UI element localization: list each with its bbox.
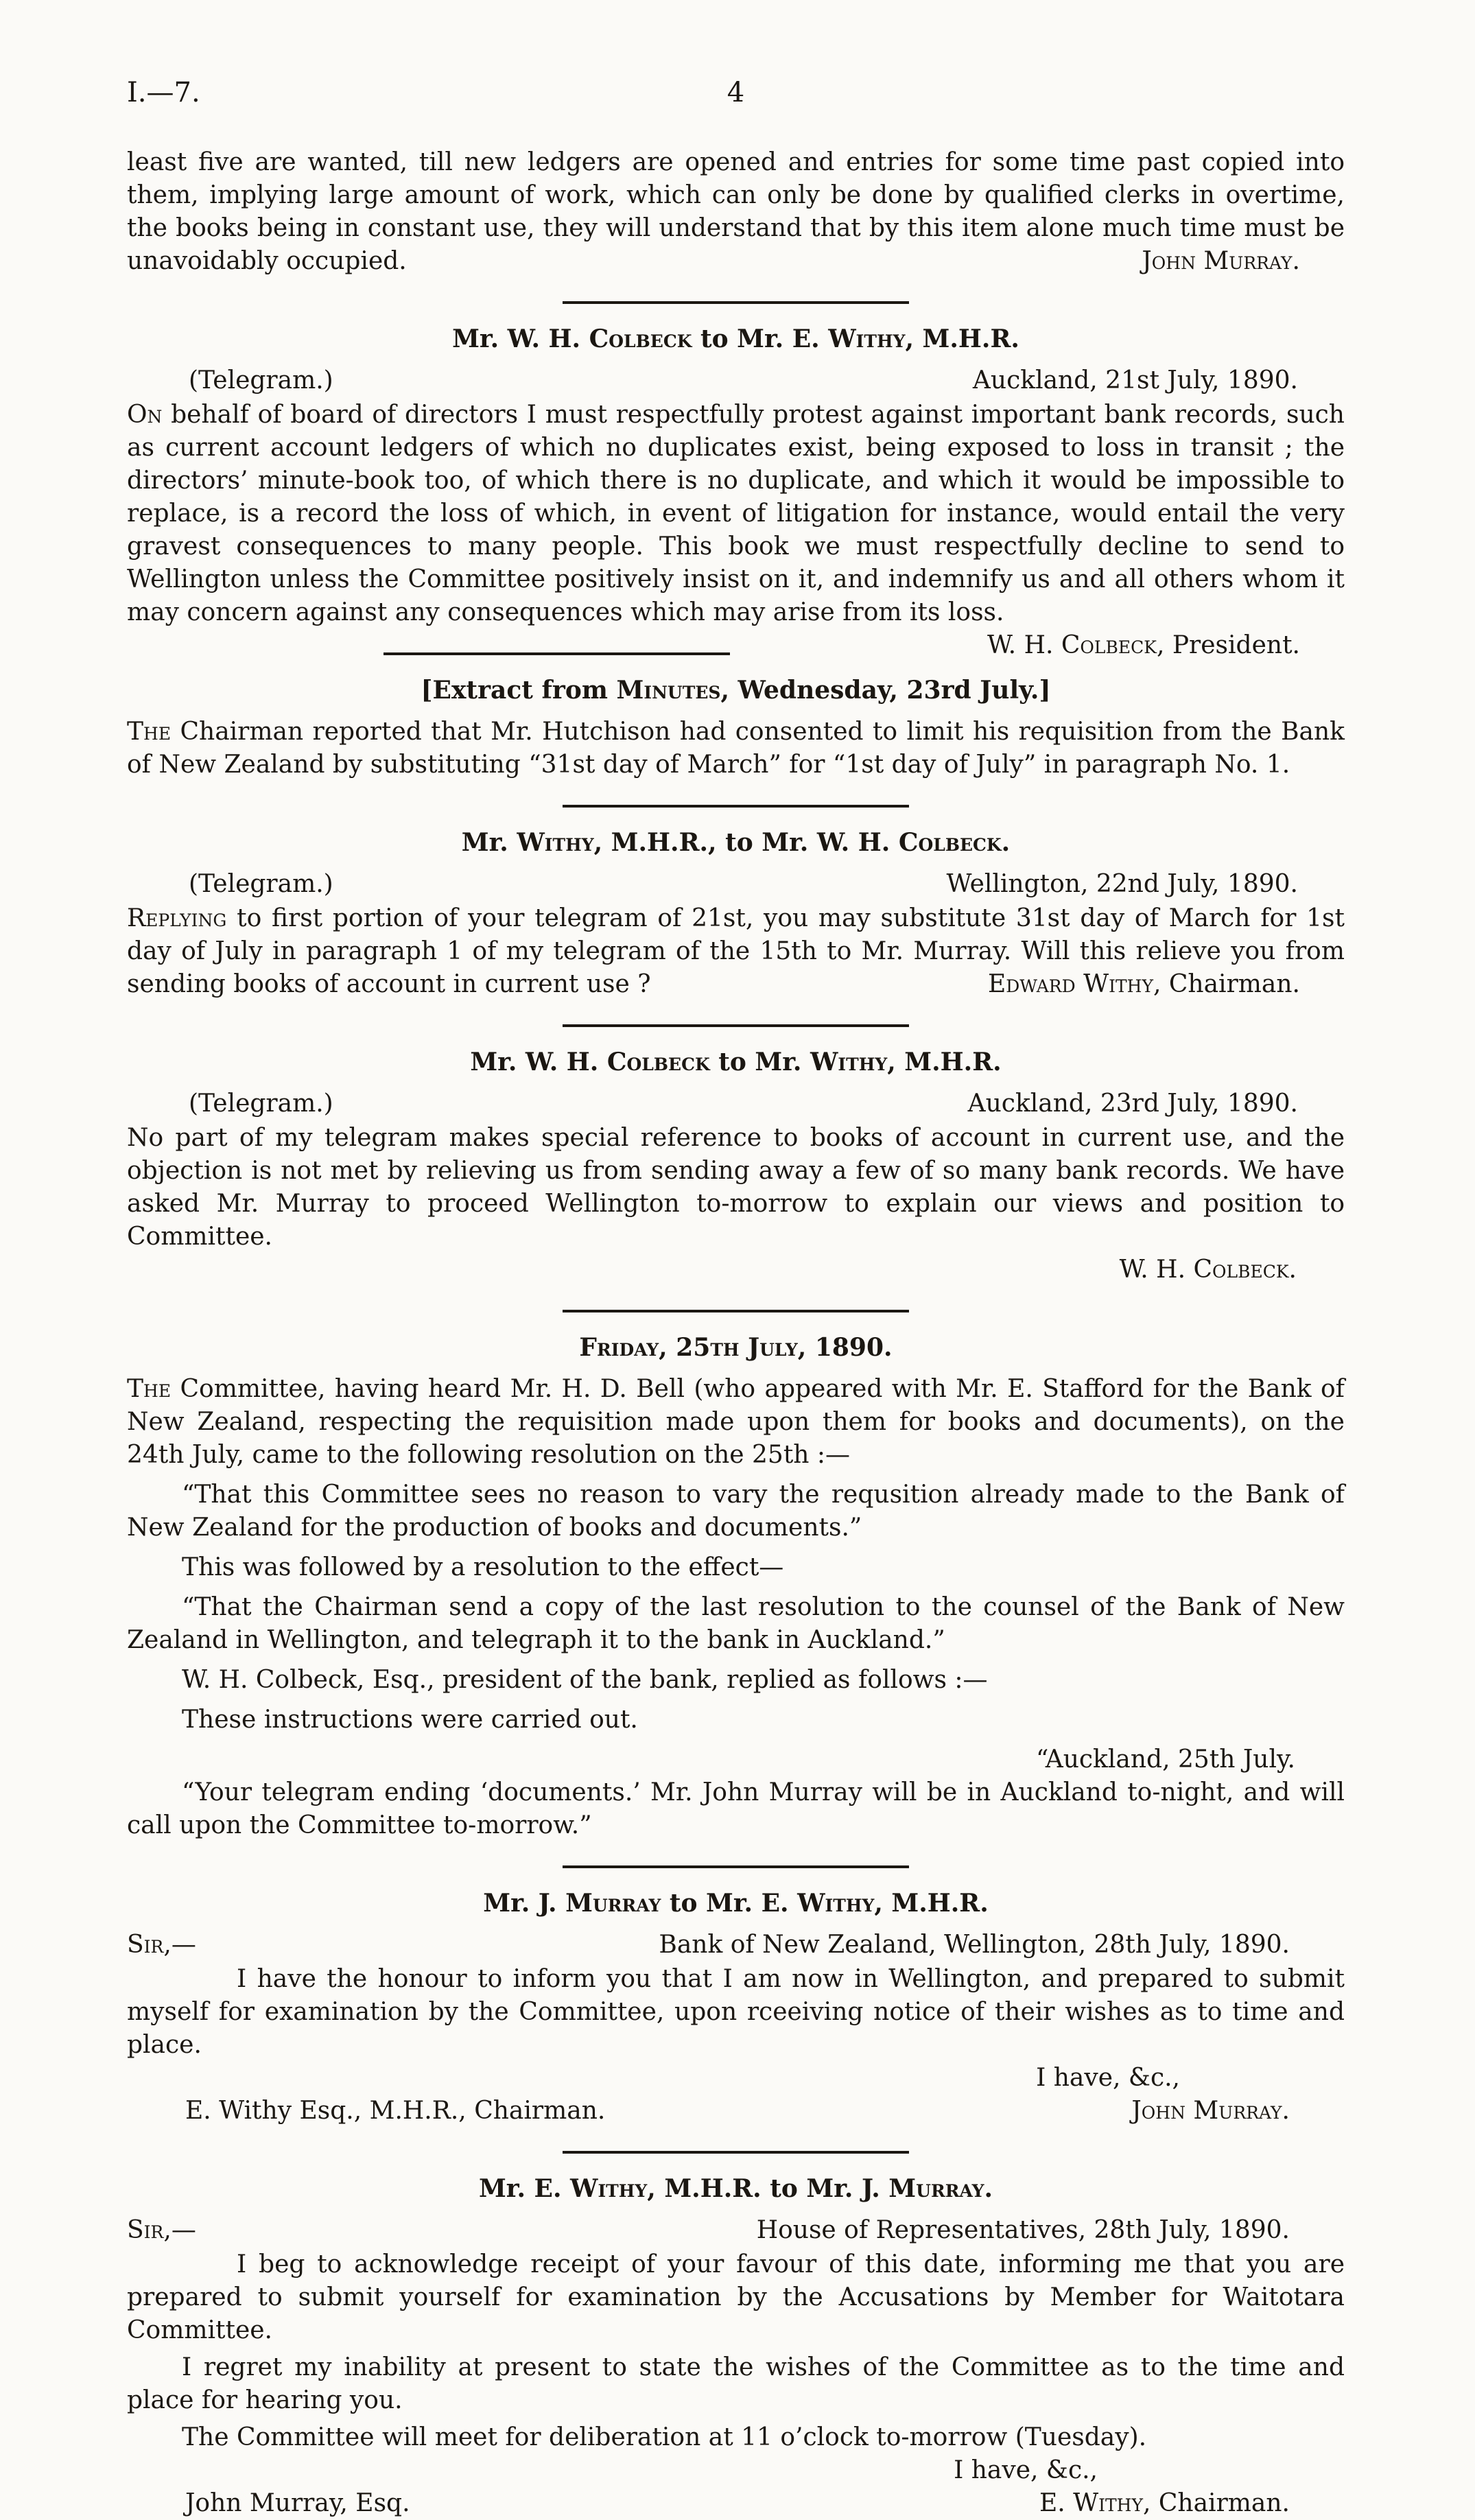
section-divider [563, 301, 909, 304]
letter-body-murray-28jul: I have the honour to inform you that I am now in Wellington, and prepared to submit myself for examination by the Committee, upon rceeiving notice of their wishes as to time and place. [127, 1965, 1345, 2059]
section-divider [384, 652, 730, 655]
session-paragraph: This was followed by a resolution to the effect— [182, 1553, 784, 1581]
reply-dateline: “Auckland, 25th July. [1035, 1745, 1295, 1774]
salutation: Sir,— [127, 1931, 196, 1959]
letter-dateline: Bank of New Zealand, Wellington, 28th July, 1890. [659, 1931, 1290, 1959]
session-paragraph: The Committee, having heard Mr. H. D. Bell (who appeared with Mr. E. Stafford for the Bank of New Zealand, respecting the requisition made upon them for books and documents), on the 24th July, came to the following resolution on the 25th :— [127, 1375, 1345, 1469]
section-divider [563, 1310, 909, 1312]
section-divider [563, 1865, 909, 1868]
session-paragraph: W. H. Colbeck, Esq., president of the bank, replied as follows :— [182, 1666, 988, 1694]
telegram-row [127, 868, 1345, 901]
letter-body-withy-28jul: The Committee will meet for deliberation at 11 o’clock to-morrow (Tuesday). [182, 2423, 1147, 2451]
letter-body-colbeck-21jul [127, 399, 1345, 659]
intro-paragraph [127, 146, 1345, 278]
addressee-row [127, 2487, 1345, 2520]
letter-heading-withy-28jul: Mr. E. Withy, M.H.R. to Mr. J. Murray. [478, 2174, 993, 2203]
addressee: E. Withy Esq., M.H.R., Chairman. [185, 2097, 606, 2125]
telegram-row [127, 1087, 1345, 1120]
valediction: I have, &c., [1036, 2064, 1180, 2092]
letter-body-withy-28jul: I regret my inability at present to state the wishes of the Committee as to the time and place for hearing you. [127, 2353, 1345, 2414]
telegram-dateline: Wellington, 22nd July, 1890. [946, 870, 1298, 898]
letter-body-withy-28jul: I beg to acknowledge receipt of your favour of this date, informing me that you are prepared to submit yourself for examination by the Accusations by Member for Waitotara Committee. [127, 2250, 1345, 2344]
addressee-row [127, 2095, 1345, 2128]
intro-paragraph-text: least five are wanted, till new ledgers are opened and entries for some time past copied into them, implying large amount of work, which can only be done by qualified clerks in overtime, the books being in constant use, they will understand that by this item alone much time must be unavoidably occupied. [127, 148, 1345, 275]
salutation-row [127, 1929, 1345, 1962]
intro-signature: John Murray. [1142, 247, 1300, 275]
section-divider [563, 2151, 909, 2154]
letter-body-text: Replying to first portion of your telegram of 21st, you may substitute 31st day of March for 1st day of July in paragraph 1 of my telegram of the 15th to Mr. Murray. Will this relieve you from sending books of account in current use ? [127, 904, 1345, 998]
reply-body: “Your telegram ending ‘documents.’ Mr. John Murray will be in Auckland to-night, and will call upon the Committee to-morrow.” [127, 1778, 1345, 1839]
telegram-label: (Telegram.) [189, 366, 333, 395]
letter-signature: W. H. Colbeck, President. [987, 631, 1300, 659]
letter-signature: Edward Withy, Chairman. [987, 970, 1300, 998]
section-divider [563, 1024, 909, 1027]
doc-ref: I.—7. [127, 77, 200, 108]
letter-body-colbeck-23jul: No part of my telegram makes special reference to books of account in current use, and the objection is not met by relieving us from sending away a few of so many bank records. We have asked Mr. Murray to proceed Wellington to-morrow to explain our views and position to Committee. [127, 1124, 1345, 1251]
letter-heading-colbeck-23jul: Mr. W. H. Colbeck to Mr. Withy, M.H.R. [470, 1048, 1002, 1076]
section-divider [563, 805, 909, 808]
addressee: John Murray, Esq. [185, 2489, 410, 2517]
letter-signature: E. Withy, Chairman. [1039, 2489, 1290, 2517]
resolution-quote: “That this Committee sees no reason to vary the requsition already made to the Bank of New Zealand for the production of books and documents.” [127, 1481, 1345, 1542]
minutes-body: The Chairman reported that Mr. Hutchison had consented to limit his requisition from the Bank of New Zealand by substituting “31st day of March” for “1st day of July” in paragraph No. 1. [127, 718, 1345, 779]
letter-signature: W. H. Colbeck. [1119, 1256, 1297, 1284]
minutes-heading: [Extract from Minutes, Wednesday, 23rd July.] [421, 676, 1051, 705]
letter-heading-murray-28jul: Mr. J. Murray to Mr. E. Withy, M.H.R. [483, 1889, 989, 1918]
letter-signature: John Murray. [1131, 2097, 1290, 2125]
letter-body-withy-22jul [127, 902, 1345, 1001]
session-heading: Friday, 25th July, 1890. [579, 1333, 893, 1362]
letter-dateline: House of Representatives, 28th July, 1890. [756, 2216, 1290, 2244]
salutation: Sir,— [127, 2216, 196, 2244]
page-number: 4 [727, 77, 745, 108]
valediction: I have, &c., [954, 2456, 1098, 2484]
telegram-dateline: Auckland, 23rd July, 1890. [967, 1090, 1298, 1118]
telegram-row [127, 364, 1345, 397]
page-header [127, 72, 1345, 113]
telegram-label: (Telegram.) [189, 870, 333, 898]
salutation-row [127, 2214, 1345, 2247]
letter-body-text: On behalf of board of directors I must respectfully protest against important bank records, such as current account ledgers of which no duplicates exist, being exposed to loss in transit ; the directors’ minute-book too, of which there is no duplicate, and which it would be impossible to replace, is a record the loss of which, in event of litigation for instance, would entail the very gravest consequences to many people. This book we must respectfully decline to send to Wellington unless the Committee positively insist on it, and indemnify us and all others whom it may concern against any consequences which may arise from its loss. [127, 401, 1345, 626]
session-paragraph: These instructions were carried out. [182, 1706, 638, 1734]
letter-heading-withy-22jul: Mr. Withy, M.H.R., to Mr. W. H. Colbeck. [461, 828, 1011, 857]
resolution-quote: “That the Chairman send a copy of the last resolution to the counsel of the Bank of New Zealand in Wellington, and telegraph it to the bank in Auckland.” [127, 1593, 1345, 1654]
telegram-dateline: Auckland, 21st July, 1890. [972, 366, 1298, 395]
letter-heading-colbeck-21jul: Mr. W. H. Colbeck to Mr. E. Withy, M.H.R. [452, 325, 1019, 353]
telegram-label: (Telegram.) [189, 1090, 333, 1118]
